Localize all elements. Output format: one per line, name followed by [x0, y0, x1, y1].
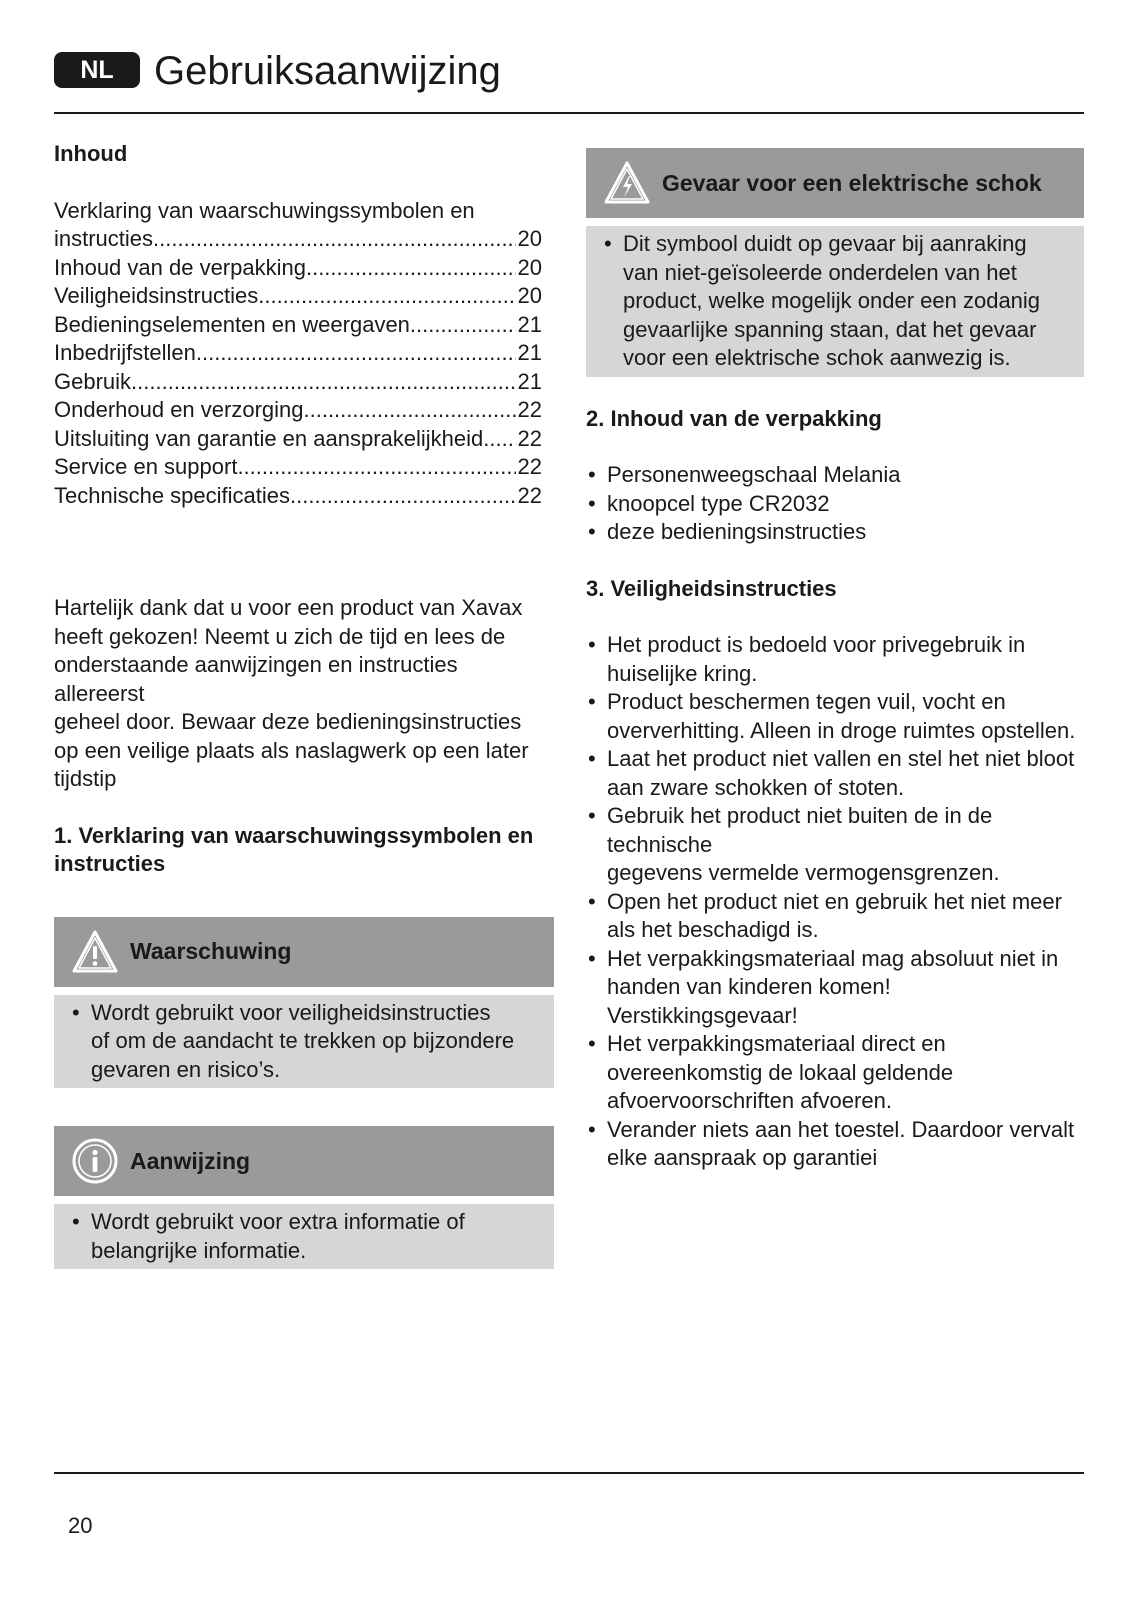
line: • Wordt gebruikt voor veiligheidsinstructies	[91, 999, 491, 1025]
page-number: 20	[68, 1513, 93, 1538]
page-header	[54, 46, 1084, 116]
warning-notice-body	[54, 995, 554, 1089]
line: afvoervoorschriften afvoeren.	[607, 1088, 892, 1113]
line: elke aanspraak op garantiei	[607, 1145, 878, 1170]
line: overeenkomstig de lokaal geldende	[607, 1059, 954, 1085]
toc-item[interactable]	[54, 254, 542, 283]
note-notice-body	[54, 1204, 554, 1269]
list-item	[586, 1030, 1084, 1116]
toc-item-title: Onderhoud en verzorging	[54, 397, 304, 422]
list-item: • deze bedieningsinstructies	[586, 518, 1084, 547]
intro-line: op een veilige plaats als naslagwerk op een later	[54, 737, 529, 763]
package-contents-list	[586, 461, 1084, 547]
list-item	[586, 1116, 1084, 1173]
line: belangrijke informatie.	[91, 1237, 307, 1263]
line: van niet-geïsoleerde onderdelen van het	[623, 259, 1017, 285]
list-item: • knoopcel type CR2032	[586, 490, 1084, 519]
toc-item-page: 20	[517, 226, 542, 251]
electric-shock-icon	[602, 158, 652, 208]
heading-line: instructies	[54, 851, 166, 876]
language-badge: NL	[54, 52, 140, 88]
toc-item-page: 22	[517, 397, 542, 422]
toc-item[interactable]	[54, 453, 542, 482]
line: • Het verpakkingsmateriaal direct en	[607, 1031, 946, 1056]
safety-instructions-list	[586, 631, 1084, 1173]
toc-leader	[131, 368, 515, 397]
line: • Open het product niet en gebruik het niet meer	[607, 888, 1062, 914]
toc-item-page: 22	[517, 482, 542, 508]
toc-leader	[483, 425, 515, 454]
list-item	[586, 888, 1084, 945]
line: voor een elektrische schok aanwezig is.	[623, 345, 1011, 370]
line: huiselijke kring.	[607, 660, 758, 686]
shock-notice-label: Gevaar voor een elektrische schok	[662, 169, 1042, 196]
warning-notice-label: Waarschuwing	[130, 938, 292, 964]
list-item	[70, 1208, 534, 1265]
section-2-heading: 2. Inhoud van de verpakking	[586, 405, 882, 431]
list-item	[602, 230, 1064, 373]
toc-leader	[410, 311, 516, 340]
toc-item[interactable]	[54, 339, 542, 368]
toc-item-page: 22	[517, 425, 542, 451]
toc-item-title: Inbedrijfstellen	[54, 340, 196, 365]
line: • Verander niets aan het toestel. Daardoor vervalt	[607, 1116, 1075, 1142]
toc-item-title: Service en support	[54, 454, 238, 479]
line: gegevens vermelde vermogensgrenzen.	[607, 860, 1000, 885]
toc-item-page: 20	[517, 283, 542, 308]
intro-line: onderstaande aanwijzingen en instructies allereerst	[54, 652, 458, 706]
toc-item-page: 21	[517, 311, 542, 337]
toc-item[interactable]	[54, 482, 542, 511]
line: als het beschadigd is.	[607, 917, 819, 942]
line: • Product beschermen tegen vuil, vocht en	[607, 689, 1006, 714]
warning-triangle-icon	[70, 927, 120, 977]
toc-leader	[153, 225, 515, 254]
intro-line: Hartelijk dank dat u voor een product van Xavax	[54, 595, 523, 620]
section-1-heading	[54, 822, 554, 879]
line: aan zware schokken of stoten.	[607, 774, 905, 800]
header-rule	[54, 112, 1084, 114]
toc-item[interactable]	[54, 225, 542, 254]
line: • Het product is bedoeld voor privegebruik in	[607, 632, 1026, 657]
list-item	[586, 745, 1084, 802]
toc-item-page: 22	[517, 454, 542, 479]
toc-leader	[258, 282, 515, 311]
intro-paragraph	[54, 594, 554, 794]
toc-item-page: 21	[517, 340, 542, 365]
footer-rule	[54, 1472, 1084, 1474]
line: handen van kinderen komen! Verstikkingsgevaar!	[607, 974, 891, 1028]
line: • Gebruik het product niet buiten de in de technische	[607, 803, 993, 857]
line: oververhitting. Alleen in droge ruimtes opstellen.	[607, 717, 1076, 743]
list-item	[586, 688, 1084, 745]
list-item	[586, 631, 1084, 688]
line: • Dit symbool duidt op gevaar bij aanraking	[623, 231, 1027, 256]
heading-line: 1. Verklaring van waarschuwingssymbolen en	[54, 822, 534, 848]
toc-item-title: Technische specificaties	[54, 482, 291, 508]
intro-line: geheel door. Bewaar deze bedieningsinstructies	[54, 709, 522, 734]
left-column	[54, 140, 554, 1269]
warning-notice	[54, 917, 554, 1089]
toc-first-line: Verklaring van waarschuwingssymbolen en	[54, 197, 475, 223]
list-item	[70, 999, 534, 1085]
toc-leader	[196, 339, 516, 368]
right-column	[586, 148, 1084, 1173]
note-notice-label: Aanwijzing	[130, 1147, 251, 1174]
toc-item-title: Gebruik	[54, 368, 132, 394]
document-title: Gebruiksaanwijzing	[154, 49, 501, 93]
line: • Laat het product niet vallen en stel het niet bloot	[607, 746, 1075, 771]
intro-line: heeft gekozen! Neemt u zich de tijd en lees de	[54, 623, 506, 649]
toc-leader	[290, 482, 516, 511]
toc-item-page: 20	[517, 254, 542, 280]
note-notice	[54, 1126, 554, 1269]
section-3-heading: 3. Veiligheidsinstructies	[586, 575, 837, 601]
toc-heading: Inhoud	[54, 141, 128, 166]
toc-leader	[237, 453, 515, 482]
toc-item[interactable]	[54, 425, 542, 454]
toc-item-title: Uitsluiting van garantie en aansprakelijkheid	[54, 425, 484, 451]
line: gevaarlijke spanning staan, dat het gevaar	[623, 316, 1037, 342]
table-of-contents	[54, 225, 542, 510]
warning-notice-header	[54, 917, 554, 987]
toc-item[interactable]	[54, 368, 542, 397]
toc-item[interactable]	[54, 396, 542, 425]
intro-line: tijdstip	[54, 766, 117, 791]
toc-item[interactable]	[54, 282, 542, 311]
toc-item-title: Inhoud van de verpakking	[54, 254, 306, 280]
toc-item-title: Veiligheidsinstructies	[54, 283, 259, 308]
line: product, welke mogelijk onder een zodanig	[623, 288, 1041, 313]
list-item	[586, 945, 1084, 1031]
toc-item[interactable]	[54, 311, 542, 340]
toc-leader	[304, 396, 516, 425]
line: of om de aandacht te trekken op bijzondere	[91, 1028, 515, 1053]
line: • Wordt gebruikt voor extra informatie of	[91, 1209, 465, 1234]
list-item	[586, 802, 1084, 888]
shock-notice-body	[586, 226, 1084, 377]
toc-item-title: Bedieningselementen en weergaven	[54, 311, 410, 337]
toc-item-page: 21	[517, 368, 542, 394]
toc-item-title: instructies	[54, 226, 154, 251]
shock-notice-header	[586, 148, 1084, 218]
shock-notice	[586, 148, 1084, 377]
line: gevaren en risico’s.	[91, 1056, 281, 1082]
list-item: • Personenweegschaal Melania	[586, 461, 1084, 490]
toc-leader	[306, 254, 516, 283]
info-icon	[70, 1136, 120, 1186]
line: • Het verpakkingsmateriaal mag absoluut niet in	[607, 945, 1059, 971]
note-notice-header	[54, 1126, 554, 1196]
